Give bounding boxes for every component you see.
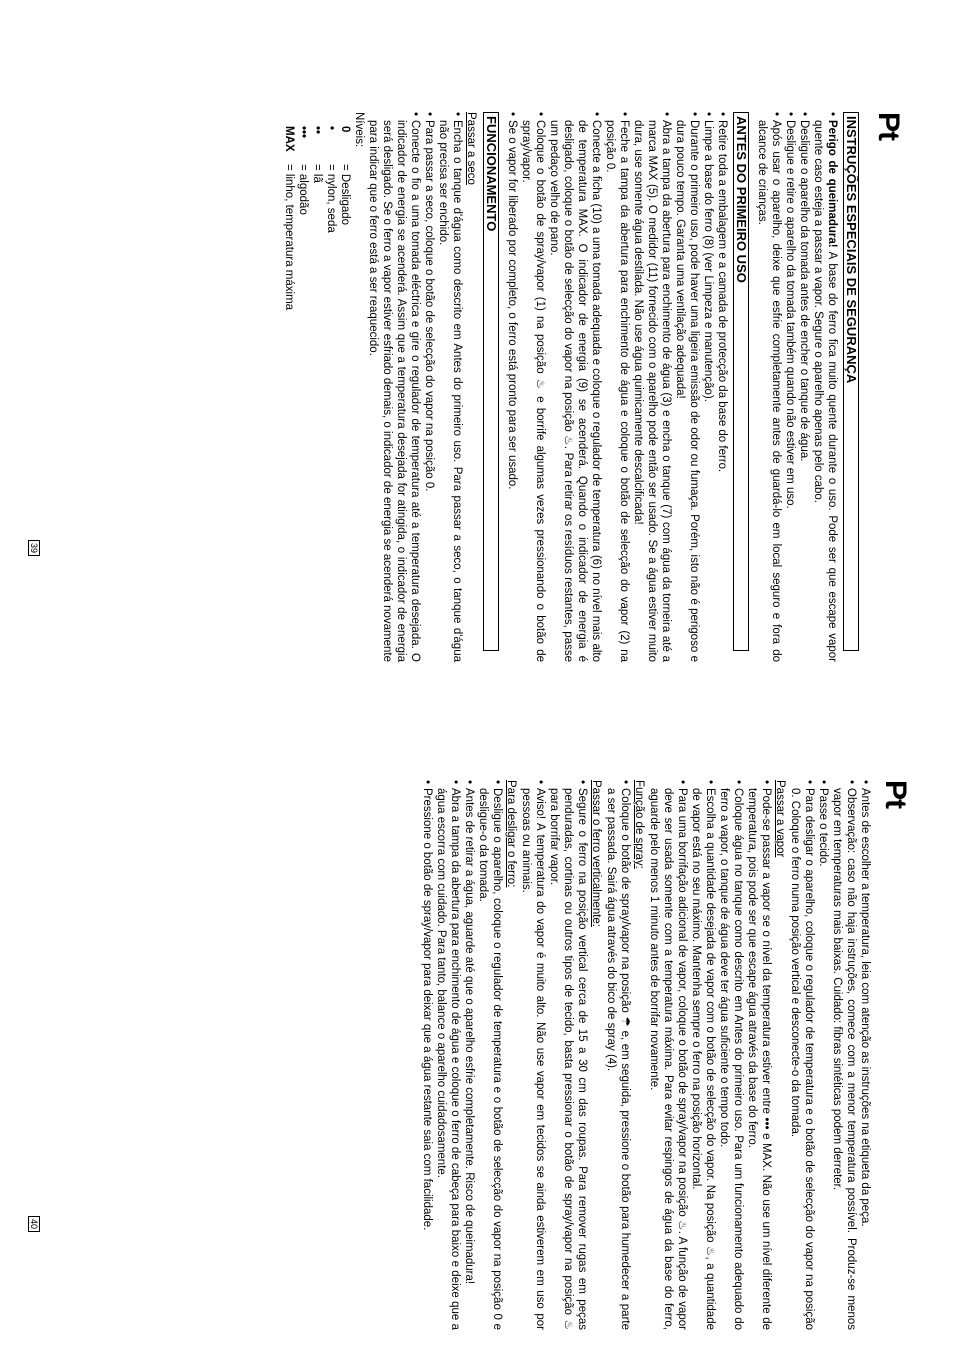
levels-label: Níveis: — [353, 112, 365, 148]
steam-subheading: Passar a vapor — [774, 780, 786, 858]
list-item: • Para desligar o aparelho, coloque o regulador de temperatura e o botão de selecção do vapor na posição 0. Coloque o ferro numa posição vertical e desconecte-o da tomada. — [788, 780, 816, 1330]
page-title: Pt — [872, 112, 905, 140]
off-list — [420, 780, 504, 1330]
dry-ironing-subheading: Passar a seco — [465, 112, 477, 185]
vertical-list — [519, 780, 589, 1330]
page-title: Pt — [879, 780, 912, 808]
list-item: • Antes de escolher a temperatura, leia com atenção as instruções na etiqueta da peça. — [858, 780, 872, 1330]
spray-subheading: Função de spray: — [633, 780, 645, 869]
list-item: • Observação: caso não haja instruções, comece com a menor temperatura possível. Produz-se menos vapor em temperaturas mais baixas. Cuidado: fibras sintéticas podem derreter. — [830, 780, 858, 1330]
spray-list — [604, 780, 632, 1330]
list-item: • Escolha a quantidade desejada de vapor com o botão de selecção do vapor. Na posição ♨, a quantidade de vapor está no seu máximo. Mantenha sempre o ferro na posição horizontal. — [689, 780, 717, 1330]
list-item: • Aviso! A temperatura do vapor é muito alto. Não use vapor em tecidos se ainda estiverem em uso por pessoas ou animais. — [519, 780, 547, 1330]
safety-heading: INSTRUÇÕES ESPECIAIS DE SEGURANÇA — [843, 112, 859, 651]
first-use-heading: ANTES DO PRIMEIRO USO — [733, 112, 749, 651]
operation-heading: FUNCIONAMENTO — [483, 112, 499, 651]
list-item: • Encha o tanque d'água como descrito em Antes do primeiro uso. Para passar a seco, o tanque d'água não precisa ser enchido. — [436, 112, 464, 662]
list-item: • Para uma borrifação adicional de vapor, coloque o botão de spray/vapor na posição ♨. A função de vapor deve ser usada somente com a temperatura máxima. Para evitar respingos de água da base do ferro, aguarde pelo menos 1 minuto antes de borrifar novamente. — [647, 780, 689, 1330]
page-number: 40 — [28, 1216, 40, 1232]
level-row: •• = lã — [311, 126, 323, 183]
list-item: • Retire toda a embalagem e a camada de protecção da base do ferro. — [715, 112, 729, 662]
list-item: • Pressione o botão de spray/vapor para deixar que a água restante saia com facilidade. — [420, 780, 434, 1330]
level-row: MAX = linho, temperatura máxima — [283, 126, 295, 311]
list-item: • Perigo de queimadura! A base do ferro fica muito quente durante o uso. Pode ser que escape vapor quente caso esteja a passar a vapor. Segure o aparelho apenas pelo cabo. — [811, 112, 839, 662]
vertical-subheading: Passar o ferro verticalmente: — [590, 780, 602, 928]
list-item: • Abra a tampa da abertura para enchimento de água (3) e encha o tanque (7) com água da torneira até a marca MAX (5). O medidor (11) fornecido com o aparelho pode então ser usado. Se a água estiver muito dura, use somente água destilada. Não use água quimicamente descalcificada! — [631, 112, 673, 662]
list-item: • Após usar o aparelho, deixe que esfrie completamente antes de guardá-lo em local seguro e fora do alcance de crianças. — [755, 112, 783, 662]
list-item: • Durante o primeiro uso, pode haver uma ligeira emissão de odor ou fumaça. Porém, isto não é perigoso e dura pouco tempo. Garanta uma ventilação adequada! — [673, 112, 701, 662]
level-row: ••• = algodão — [297, 126, 309, 215]
list-item: • Feche a tampa da abertura para enchimento de água e coloque o botão de selecção do vapor (2) na posição 0. — [603, 112, 631, 662]
list-item: • Coloque o botão de spray/vapor (1) na posição ♨ e borrife algumas vezes pressionando o botão de spray/vapor. — [519, 112, 547, 662]
top-list — [788, 780, 872, 1330]
page-39 — [45, 112, 905, 662]
levels-table — [282, 122, 352, 662]
list-item: • Coloque o botão de spray/vapor na posição ☂ e, em seguida, pressione o botão para humedecer a parte a ser passada. Sairá água através do bico de spray (4). — [604, 780, 632, 1330]
page-number: 39 — [28, 540, 40, 556]
operation-list — [366, 112, 464, 662]
page-40 — [52, 780, 912, 1330]
list-item: • Desligue o aparelho, coloque o regulador de temperatura e o botão de selecção do vapor na posição 0 e desligue-o da tomada. — [476, 780, 504, 1330]
steam-list — [647, 780, 773, 1330]
list-item: • Conecte a ficha (10) a uma tomada adequada e coloque o regulador de temperatura (6) no nível mais alto de temperatura MAX. O indicador de energia (9) se acenderá. Quando o indicador de energia é desligado, coloque o botão de selecção do vapor na posição ♨. Para retirar os resíduos restantes, passe um pedaço velho de pano. — [547, 112, 603, 662]
safety-list — [755, 112, 839, 662]
level-row: 0 = Desligado — [339, 126, 351, 226]
list-item: • Antes de retirar a água, aguarde até que o aparelho esfrie completamente. Risco de queimadura! — [462, 780, 476, 1330]
list-item: • Coloque água no tanque como descrito em Antes do primeiro uso. Para um funcionamento adequado do ferro a vapor, o tanque de água deve ter água suficiente o tempo todo. — [717, 780, 745, 1330]
list-item: • Passe o tecido. — [816, 780, 830, 1330]
list-item: • Segure o ferro na posição vertical cerca de 15 a 30 cm das roupas. Para remover rugas em peças penduradas, cortinas ou outros tipos de tecido, basta pressionar o botão de spray/vapor na posição ♨ para borrifar vapor. — [547, 780, 589, 1330]
list-item: • Conecte o fio a uma tomada eléctrica e gire o regulador de temperatura até a temperatura desejada. O indicador de energia se acenderá. Assim que a temperatura desejada for atingida, o indicador de energia será desligado. Se o ferro a vapor estiver esfriado demais, o indicador de energia se acenderá novamente para indicar que o ferro está a ser reaquecido. — [366, 112, 422, 662]
first-use-list — [505, 112, 729, 662]
list-item: • Limpe a base do ferro (8) (ver Limpeza e manutenção). — [701, 112, 715, 662]
list-item: • Pode-se passar a vapor se o nível da temperatura estiver entre ••• e MAX. Não use um nível diferente de temperatura, pois pode ser que escape água através da base do ferro. — [745, 780, 773, 1330]
off-subheading: Para desligar o ferro: — [505, 780, 517, 888]
level-row: • = nylon, seda — [325, 126, 337, 233]
list-item: • Se o vapor for liberado por completo, o ferro está pronto para ser usado. — [505, 112, 519, 662]
list-item: • Desligue o aparelho da tomada antes de encher o tanque de água. — [797, 112, 811, 662]
list-item: • Para passar a seco, coloque o botão de selecção do vapor na posição 0. — [422, 112, 436, 662]
list-item: • Desligue e retire o aparelho da tomada também quando não estiver em uso. — [783, 112, 797, 662]
list-item: • Abra a tampa da abertura para enchimento de água e coloque o ferro de cabeça para baixo e deixe que a água escorra com cuidado. Para tanto, balance o aparelho cuidadosamente. — [434, 780, 462, 1330]
